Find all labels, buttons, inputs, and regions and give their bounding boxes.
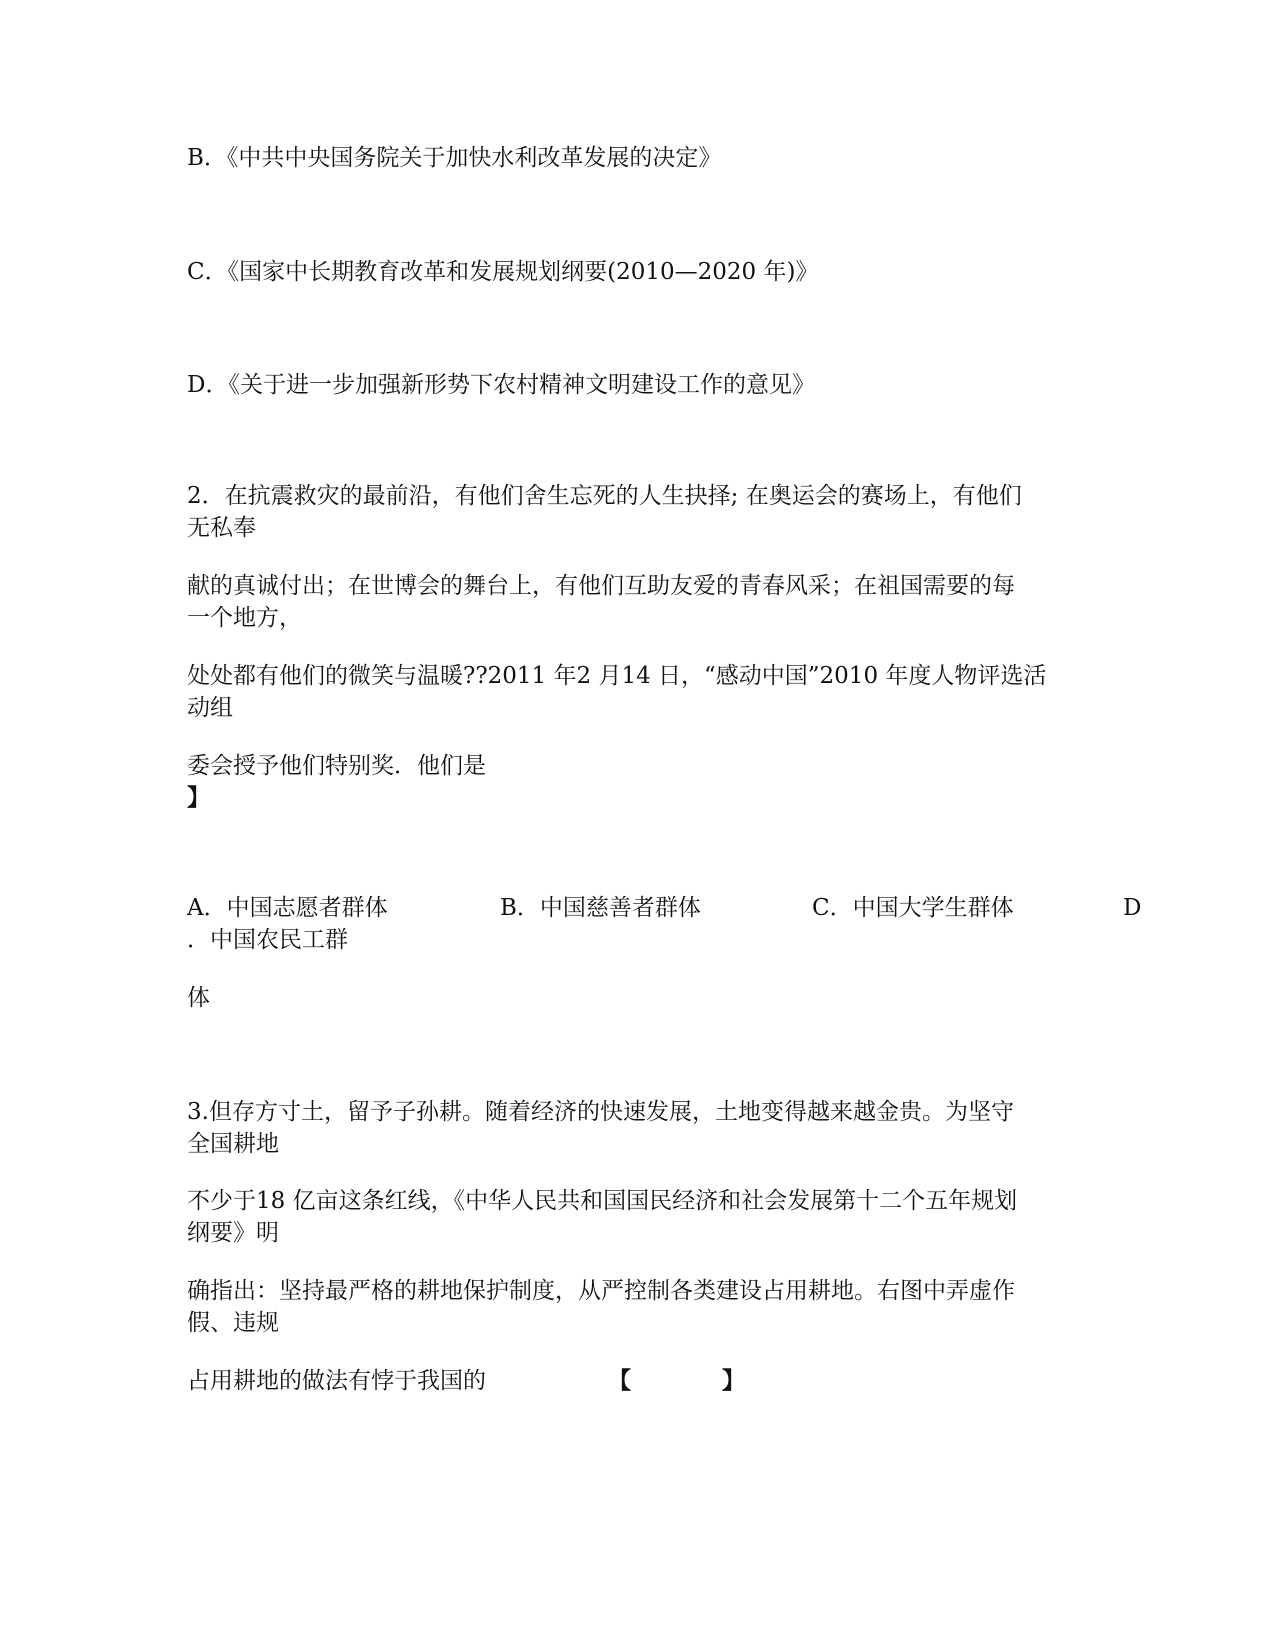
q3-line-5: 确指出：坚持最严格的耕地保护制度，从严控制各类建设占用耕地。右图中弄虚作 [187, 1278, 1015, 1304]
q3-line-2: 全国耕地 [187, 1131, 279, 1157]
q2-line-7: 委会授予他们特别奖．他们是 [187, 753, 486, 779]
q2-option-d-text: ．中国农民工群 [187, 927, 348, 953]
q2-line-3: 献的真诚付出；在世博会的舞台上，有他们互助友爱的青春风采；在祖国需要的每 [187, 573, 1015, 599]
q3-line-7: 占用耕地的做法有悖于我国的 [187, 1368, 486, 1394]
q2-line-1: 2．在抗震救灾的最前沿，有他们舍生忘死的人生抉择; 在奥运会的赛场上，有他们 [187, 483, 1022, 509]
q2-option-c: C．中国大学生群体 [812, 895, 1014, 921]
q3-line-1: 3.但存方寸土，留予子孙耕。随着经济的快速发展，土地变得越来越金贵。为坚守 [187, 1099, 1014, 1125]
q3-line-3: 不少于18 亿亩这条红线，《中华人民共和国国民经济和社会发展第十二个五年规划 [187, 1188, 1018, 1214]
q3-line-4: 纲要》明 [187, 1220, 279, 1246]
q2-option-b: B．中国慈善者群体 [500, 895, 701, 921]
q2-line-2: 无私奉 [187, 515, 256, 541]
q2-line-4: 一个地方， [187, 605, 302, 631]
q2-option-d-letter: D [1123, 895, 1142, 921]
q2-line-6: 动组 [187, 695, 233, 721]
q3-close-bracket: 】 [722, 1367, 745, 1394]
q3-line-6: 假、违规 [187, 1310, 279, 1336]
q2-line-5: 处处都有他们的微笑与温暖??2011 年2 月14 日，“感动中国”2010 年度人物评选活 [187, 663, 1047, 689]
q2-option-a: A．中国志愿者群体 [187, 895, 388, 921]
q1-option-c: C．《国家中长期教育改革和发展规划纲要(2010—2020 年)》 [187, 259, 819, 285]
q1-option-d: D．《关于进一步加强新形势下农村精神文明建设工作的意见》 [187, 372, 815, 398]
q1-option-b: B．《中共中央国务院关于加快水利改革发展的决定》 [187, 145, 722, 171]
q2-option-d-wrap: 体 [187, 985, 210, 1011]
q2-close-bracket: 】 [187, 784, 210, 811]
q3-open-bracket: 【 [608, 1367, 631, 1394]
